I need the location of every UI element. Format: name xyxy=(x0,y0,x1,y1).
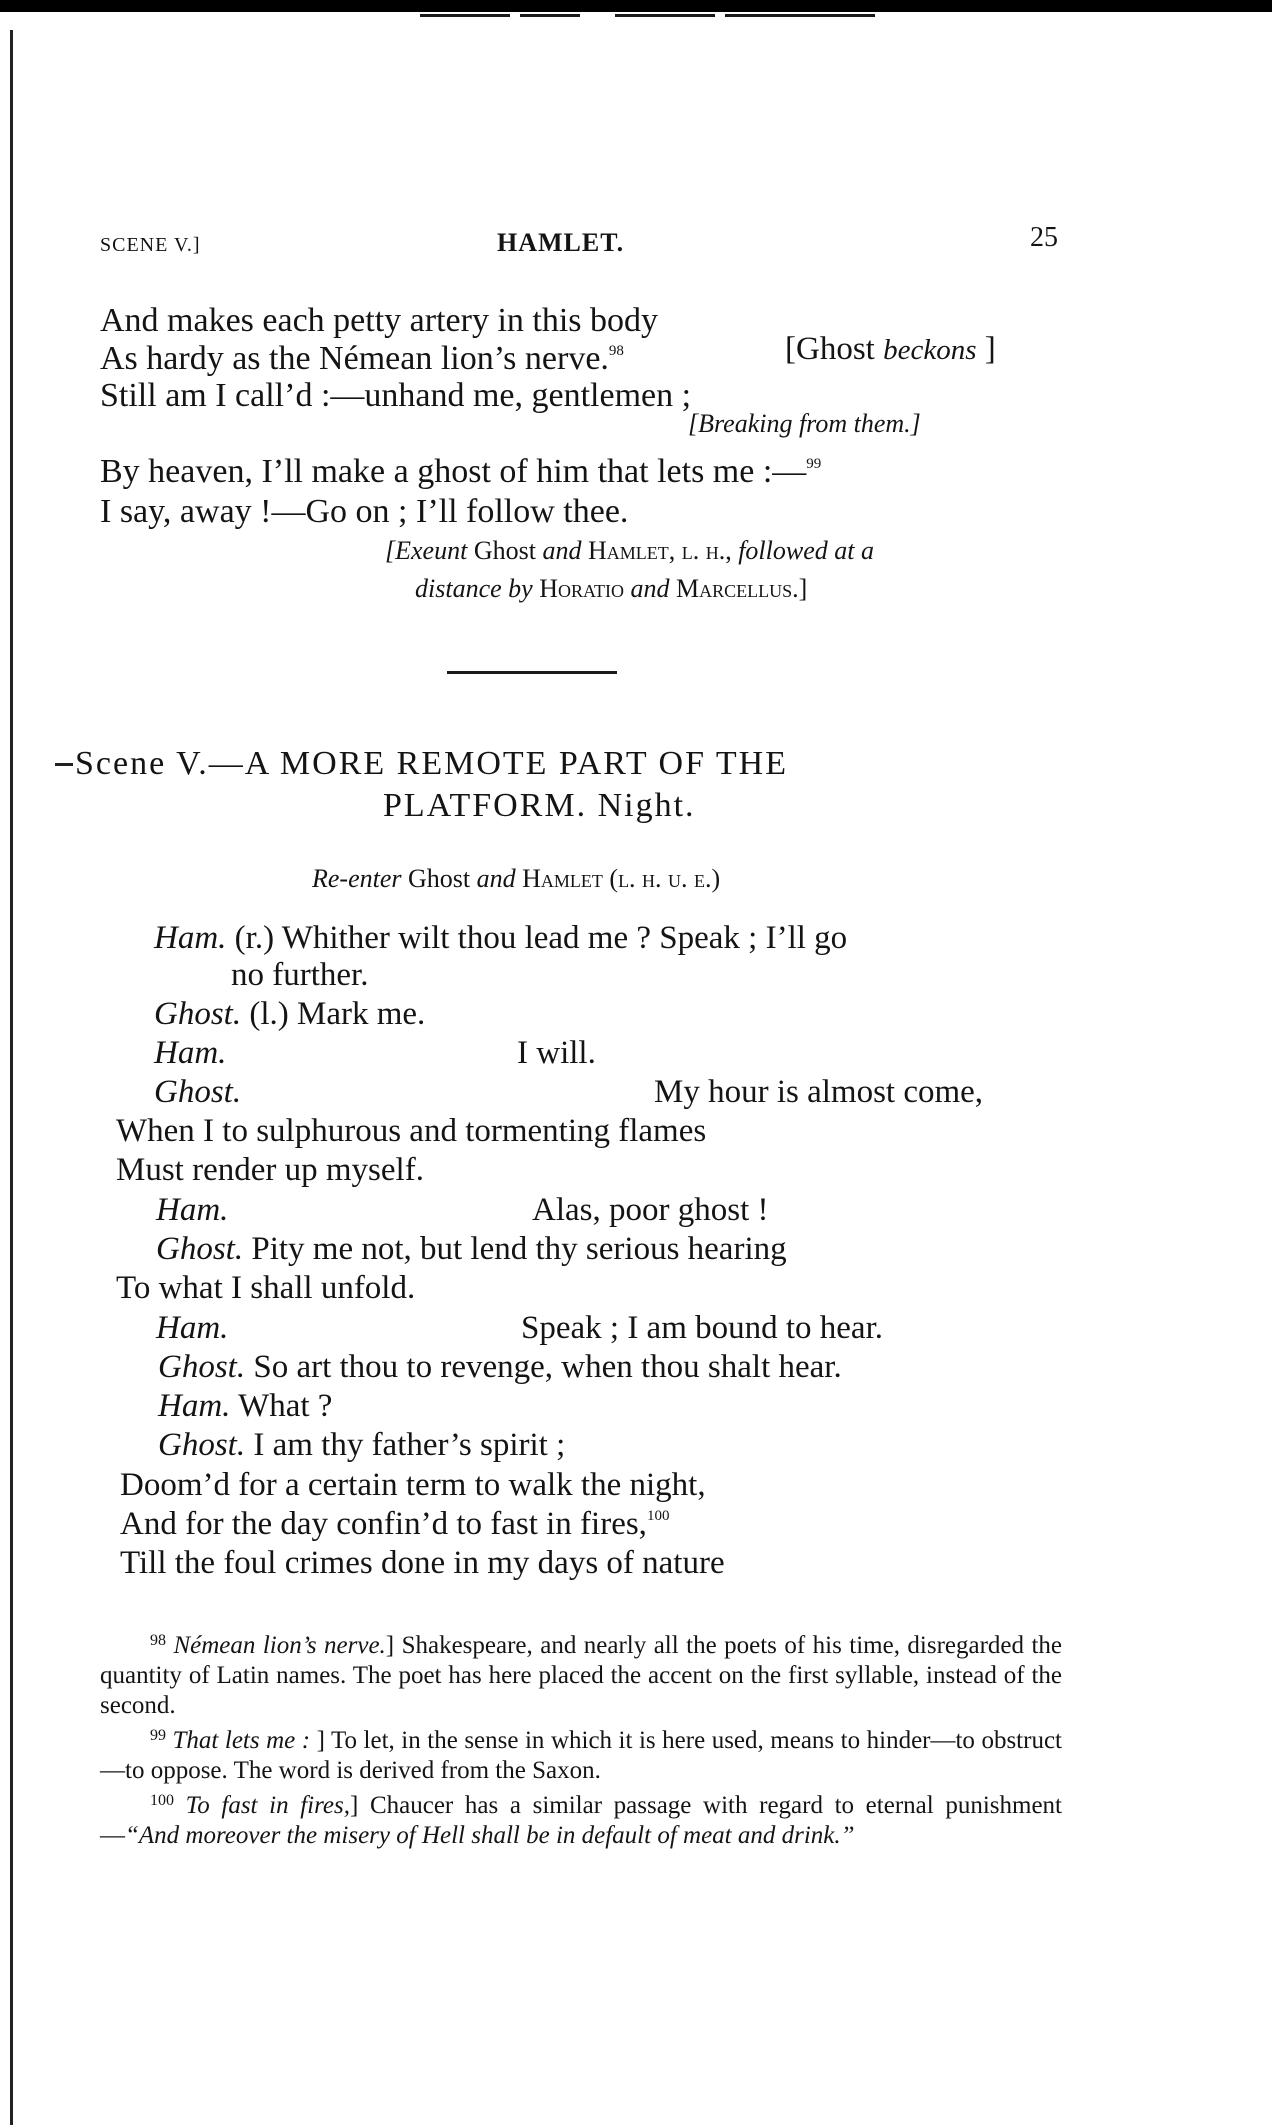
footnote-100 xyxy=(100,1786,1062,1851)
dialog-text: My hour is almost come, xyxy=(654,1074,984,1110)
stage-direction-beckons xyxy=(785,331,996,368)
margin-mark xyxy=(55,763,73,766)
dialog-line xyxy=(654,1072,983,1112)
stage-direction-exeunt xyxy=(415,574,807,604)
dialog-line xyxy=(521,1308,883,1348)
stage-direction-text: and xyxy=(630,574,676,603)
dialog-line xyxy=(154,1033,226,1073)
top-edge-dash xyxy=(725,14,875,17)
dialog-text: Till the foul crimes done in my days of nature xyxy=(120,1545,725,1581)
speaker-name: Ghost. xyxy=(158,1427,246,1463)
stage-direction-text: Hamlet, l. h., xyxy=(587,536,739,565)
stage-direction-text: beckons xyxy=(883,334,977,366)
dialog-text: (l.) Mark me. xyxy=(241,996,426,1032)
dialog-text: I am thy father’s spirit ; xyxy=(245,1427,566,1463)
header-title: HAMLET. xyxy=(497,228,625,257)
dialog-text: Must render up myself. xyxy=(116,1152,424,1188)
verse-line xyxy=(100,492,1060,532)
top-edge-dash xyxy=(615,14,715,17)
footnote-number: 99 xyxy=(150,1727,166,1744)
stage-direction-text: [Breaking from them.] xyxy=(688,409,921,438)
stage-direction-text: distance by xyxy=(415,574,540,603)
footnote-ref[interactable]: 98 xyxy=(608,343,624,359)
stage-direction-text: Ghost xyxy=(401,864,477,893)
footnote-text: ] Shakespeare, and nearly all the poets of his time, disregarded the quantity of Latin names. The poet has here placed the accent on the first syllable, instead of the second. xyxy=(100,1632,1063,1719)
footnote-key: Némean lion’s nerve. xyxy=(173,1632,386,1659)
stage-direction-text: followed at a xyxy=(738,536,874,565)
dialog-text: Alas, poor ghost ! xyxy=(532,1192,769,1228)
stage-direction-breaking xyxy=(688,409,921,439)
footnote-quote: “And moreover the misery of Hell shall be in default of meat and drink.” xyxy=(125,1822,855,1849)
verse-text: Still am I call’d :—unhand me, gentlemen ; xyxy=(100,377,692,414)
top-edge-dash xyxy=(420,14,510,17)
dialog-text: To what I shall unfold. xyxy=(116,1270,416,1306)
dialog-line xyxy=(154,1072,241,1112)
speaker-name: Ghost. xyxy=(158,1349,246,1385)
running-header xyxy=(100,222,1060,262)
speaker-name: Ghost. xyxy=(156,1231,244,1267)
dialog-line xyxy=(120,1465,706,1505)
top-edge-bar xyxy=(0,0,1272,12)
dialog-line xyxy=(517,1033,596,1073)
dialog-line xyxy=(156,1190,228,1230)
footnote-text: ] Chaucer has a similar passage with regard to eternal punishment— xyxy=(100,1792,1062,1849)
footnote-key: To fast in fires, xyxy=(185,1792,350,1819)
speaker-name: Ghost. xyxy=(154,1074,242,1110)
footnote-ref[interactable]: 100 xyxy=(646,1508,670,1524)
dialog-text: I will. xyxy=(517,1035,596,1071)
stage-direction-text: Hamlet (l. h. u. e.) xyxy=(522,864,721,893)
footnote-99 xyxy=(100,1721,1062,1786)
scene-heading-line: PLATFORM. Night. xyxy=(383,787,696,824)
stage-direction-text: Re-enter xyxy=(312,864,402,893)
scene-heading-line: Scene V.—A MORE REMOTE PART OF THE xyxy=(75,745,788,782)
footnote-ref[interactable]: 99 xyxy=(806,456,822,472)
footnote-number: 100 xyxy=(150,1792,174,1809)
stage-direction-text: Ghost xyxy=(467,536,543,565)
dialog-line xyxy=(120,1543,725,1583)
stage-direction-text: [Exeunt xyxy=(385,536,468,565)
verse-text: By heaven, I’ll make a ghost of him that lets me :— xyxy=(100,453,807,490)
dialog-text: So art thou to revenge, when thou shalt hear. xyxy=(245,1349,842,1385)
stage-direction-reenter xyxy=(312,864,720,894)
header-scene: SCENE V.] xyxy=(100,234,201,256)
dialog-text: no further. xyxy=(231,957,369,993)
footnote-98 xyxy=(100,1626,1062,1721)
dialog-text: What ? xyxy=(230,1388,333,1424)
dialog-line xyxy=(154,994,425,1034)
speaker-name: Ham. xyxy=(156,1192,229,1228)
dialog-line xyxy=(158,1347,842,1387)
footnote-key: That lets me : xyxy=(172,1727,311,1754)
footnote-text: ] To let, in the sense in which it is here used, means to hinder—to obstruct—to oppose. The word is derived from the Saxon. xyxy=(100,1727,1062,1784)
dialog-text: Speak ; I am bound to hear. xyxy=(521,1310,884,1346)
page-number: 25 xyxy=(1030,222,1058,253)
speaker-name: Ghost. xyxy=(154,996,242,1032)
verse-text: I say, away !—Go on ; I’ll follow thee. xyxy=(100,493,629,530)
dialog-line xyxy=(116,1111,706,1151)
dialog-line xyxy=(116,1150,424,1190)
dialog-text: And for the day confin’d to fast in fires, xyxy=(120,1506,647,1542)
dialog-line xyxy=(156,1308,228,1348)
dialog-text: (r.) Whither wilt thou lead me ? Speak ; I’ll go xyxy=(226,920,848,956)
dialog-line xyxy=(231,955,368,995)
stage-direction-exeunt xyxy=(385,536,874,566)
binding-edge-rule xyxy=(10,30,13,2125)
speaker-name: Ham. xyxy=(156,1310,229,1346)
verse-text: And makes each petty artery in this body xyxy=(100,302,659,339)
dialog-text: When I to sulphurous and tormenting flames xyxy=(116,1113,707,1149)
top-edge-dash xyxy=(520,14,580,17)
dialog-text: Pity me not, but lend thy serious hearing xyxy=(243,1231,787,1267)
section-divider xyxy=(447,671,617,674)
dialog-line xyxy=(116,1268,415,1308)
dialog-line xyxy=(158,1425,565,1465)
dialog-text: Doom’d for a certain term to walk the night, xyxy=(120,1467,706,1503)
dialog-line xyxy=(120,1504,669,1544)
stage-direction-text: [Ghost xyxy=(785,331,884,367)
stage-direction-text: ] xyxy=(976,331,996,367)
footnotes xyxy=(100,1626,1062,1851)
stage-direction-text: Marcellus.] xyxy=(675,574,808,603)
dialog-line xyxy=(156,1229,787,1269)
stage-direction-text: and xyxy=(476,864,523,893)
footnote-number: 98 xyxy=(150,1632,166,1649)
stage-direction-text: and xyxy=(542,536,588,565)
speaker-name: Ham. xyxy=(158,1388,231,1424)
verse-text: As hardy as the Némean lion’s nerve. xyxy=(100,340,609,377)
stage-direction-text: Horatio xyxy=(539,574,631,603)
speaker-name: Ham. xyxy=(154,1035,227,1071)
speaker-name: Ham. xyxy=(154,920,227,956)
dialog-line xyxy=(532,1190,768,1230)
dialog-line xyxy=(158,1386,332,1426)
verse-line xyxy=(100,452,1060,492)
dialog-line xyxy=(154,918,847,958)
